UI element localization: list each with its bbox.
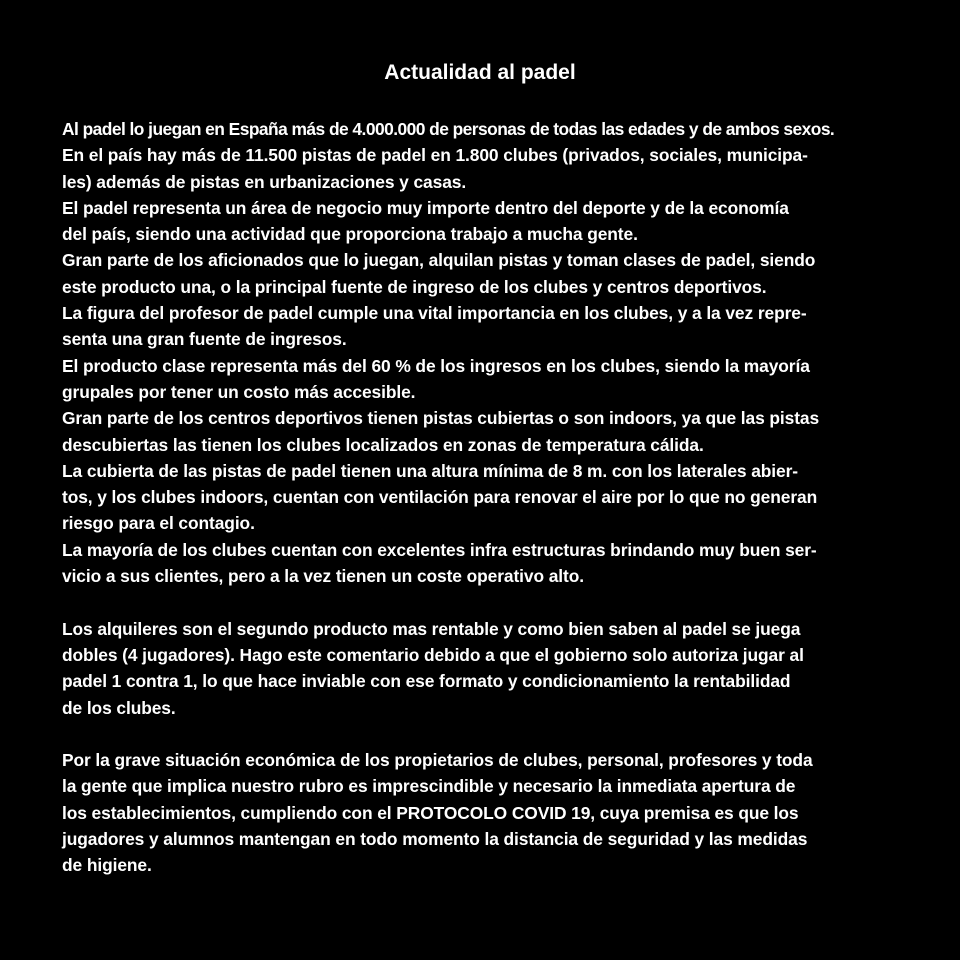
text-line: grupales por tener un costo más accesible. [62, 381, 416, 402]
text-line: Por la grave situación económica de los propietarios de clubes, personal, profesores y toda [62, 750, 813, 771]
text-line: les) además de pistas en urbanizaciones y casas. [62, 171, 467, 192]
paragraph-gap [62, 589, 904, 615]
text-line: la gente que implica nuestro rubro es imprescindible y necesario la inmediata apertura de [62, 776, 796, 797]
text-line: Gran parte de los centros deportivos tienen pistas cubiertas o son indoors, ya que las pistas [62, 408, 820, 429]
paragraph-gap [62, 721, 904, 747]
paragraph-section-3 [62, 747, 904, 878]
text-line: La cubierta de las pistas de padel tienen una altura mínima de 8 m. con los laterales abier- [62, 460, 798, 481]
document-title: Actualidad al padel [384, 61, 576, 84]
text-line: dobles (4 jugadores). Hago este comentario debido a que el gobierno solo autoriza jugar al [62, 644, 804, 665]
text-line: padel 1 contra 1, lo que hace inviable con ese formato y condicionamiento la rentabilidad [62, 671, 791, 692]
text-line: El producto clase representa más del 60 % de los ingresos en los clubes, siendo la mayoría [62, 355, 810, 376]
text-line: de higiene. [62, 855, 152, 876]
text-line: del país, siendo una actividad que proporciona trabajo a mucha gente. [62, 224, 638, 245]
text-line: tos, y los clubes indoors, cuentan con ventilación para renovar el aire por lo que no generan [62, 487, 818, 508]
text-line: Al padel lo juegan en España más de 4.000.000 de personas de todas las edades y de ambos sexos. [62, 119, 835, 139]
paragraph-section-1 [62, 116, 904, 589]
text-line: Los alquileres son el segundo producto mas rentable y como bien saben al padel se juega [62, 618, 801, 639]
text-line: riesgo para el contagio. [62, 513, 255, 534]
text-line: descubiertas las tienen los clubes localizados en zonas de temperatura cálida. [62, 434, 704, 455]
text-line: senta una gran fuente de ingresos. [62, 329, 347, 350]
text-line: La figura del profesor de padel cumple una vital importancia en los clubes, y a la vez repre- [62, 303, 807, 324]
document-body [62, 116, 904, 879]
text-line: vicio a sus clientes, pero a la vez tienen un coste operativo alto. [62, 566, 584, 587]
text-line: de los clubes. [62, 697, 176, 718]
text-line: Gran parte de los aficionados que lo juegan, alquilan pistas y toman clases de padel, siendo [62, 250, 816, 271]
text-line: El padel representa un área de negocio muy importe dentro del deporte y de la economía [62, 197, 789, 218]
paragraph-section-2 [62, 616, 904, 721]
text-line: los establecimientos, cumpliendo con el PROTOCOLO COVID 19, cuya premisa es que los [62, 802, 799, 823]
text-line: este producto una, o la principal fuente de ingreso de los clubes y centros deportivos. [62, 276, 767, 297]
text-line: jugadores y alumnos mantengan en todo momento la distancia de seguridad y las medidas [62, 829, 808, 850]
text-line: En el país hay más de 11.500 pistas de padel en 1.800 clubes (privados, sociales, municipa- [62, 145, 808, 166]
text-line: La mayoría de los clubes cuentan con excelentes infra estructuras brindando muy buen ser- [62, 539, 817, 560]
